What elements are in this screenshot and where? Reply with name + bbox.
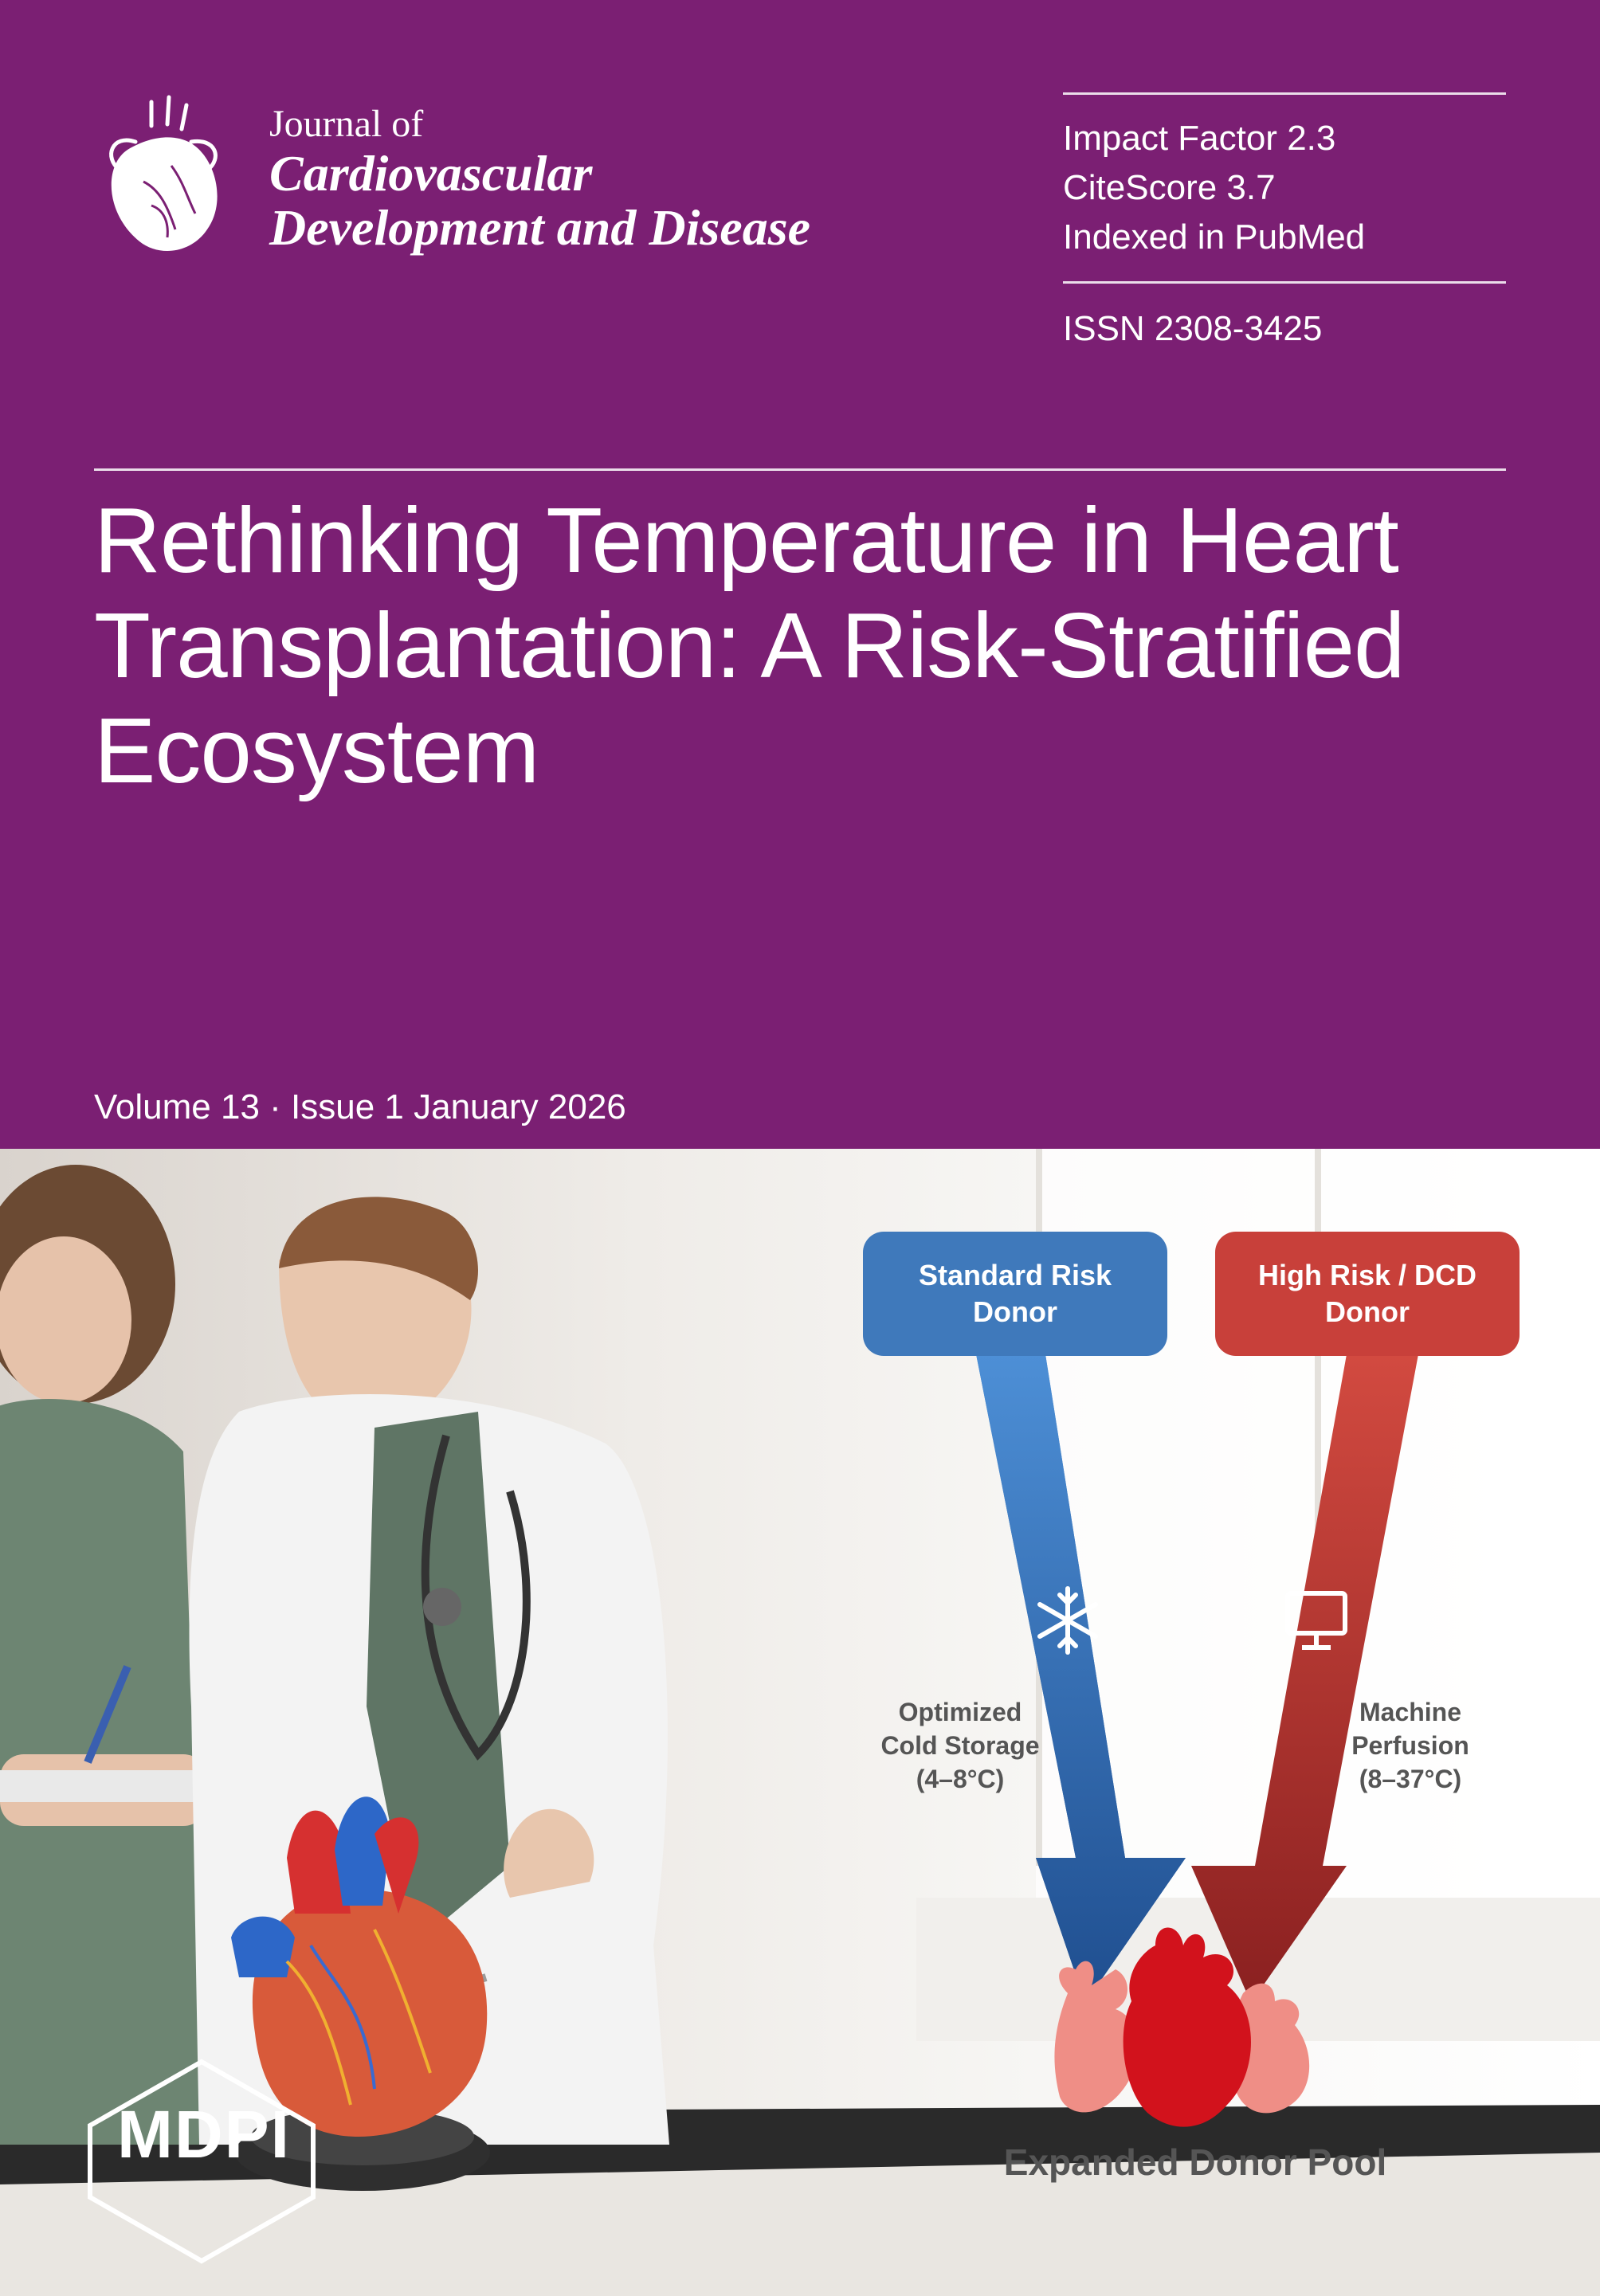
- journal-name: [269, 102, 810, 255]
- cold-storage-line3: (4–8°C): [916, 1765, 1005, 1793]
- machine-perfusion-line1: Machine: [1359, 1698, 1462, 1726]
- article-title: [94, 488, 1528, 803]
- high-risk-donor-box: [1215, 1232, 1520, 1356]
- cold-storage-label: [861, 1695, 1060, 1796]
- cold-storage-line1: Optimized: [898, 1698, 1022, 1726]
- indexed-in: Indexed in PubMed: [1063, 217, 1366, 257]
- heart-anatomy-icon: [96, 94, 231, 261]
- issue-info: Volume 13 · Issue 1 January 2026: [94, 1087, 626, 1126]
- machine-perfusion-label: [1315, 1695, 1506, 1796]
- citescore: CiteScore 3.7: [1063, 168, 1276, 207]
- title-rule: [94, 468, 1506, 471]
- article-title-line2: Transplantation: A Risk-Stratified: [94, 594, 1405, 697]
- standard-risk-line1: Standard Risk: [918, 1259, 1112, 1291]
- impact-factor: Impact Factor 2.3: [1063, 119, 1336, 158]
- standard-risk-donor-box: [863, 1232, 1167, 1356]
- journal-name-line3: Development and Disease: [269, 199, 810, 256]
- machine-perfusion-line3: (8–37°C): [1359, 1765, 1462, 1793]
- publisher-logo: MDPI: [117, 2097, 291, 2172]
- article-title-line1: Rethinking Temperature in Heart: [94, 488, 1398, 592]
- standard-risk-line2: Donor: [973, 1295, 1057, 1328]
- issn: ISSN 2308-3425: [1063, 309, 1323, 348]
- journal-name-line1: Journal of: [269, 103, 424, 145]
- expanded-donor-pool-label: Expanded Donor Pool: [1003, 2141, 1387, 2183]
- cold-storage-line2: Cold Storage: [880, 1731, 1040, 1760]
- article-title-line3: Ecosystem: [94, 699, 539, 802]
- high-risk-line1: High Risk / DCD: [1257, 1259, 1477, 1291]
- machine-perfusion-line2: Perfusion: [1351, 1731, 1469, 1760]
- journal-name-line2: Cardiovascular: [269, 145, 593, 202]
- high-risk-line2: Donor: [1325, 1295, 1410, 1328]
- journal-metrics: [1063, 92, 1506, 354]
